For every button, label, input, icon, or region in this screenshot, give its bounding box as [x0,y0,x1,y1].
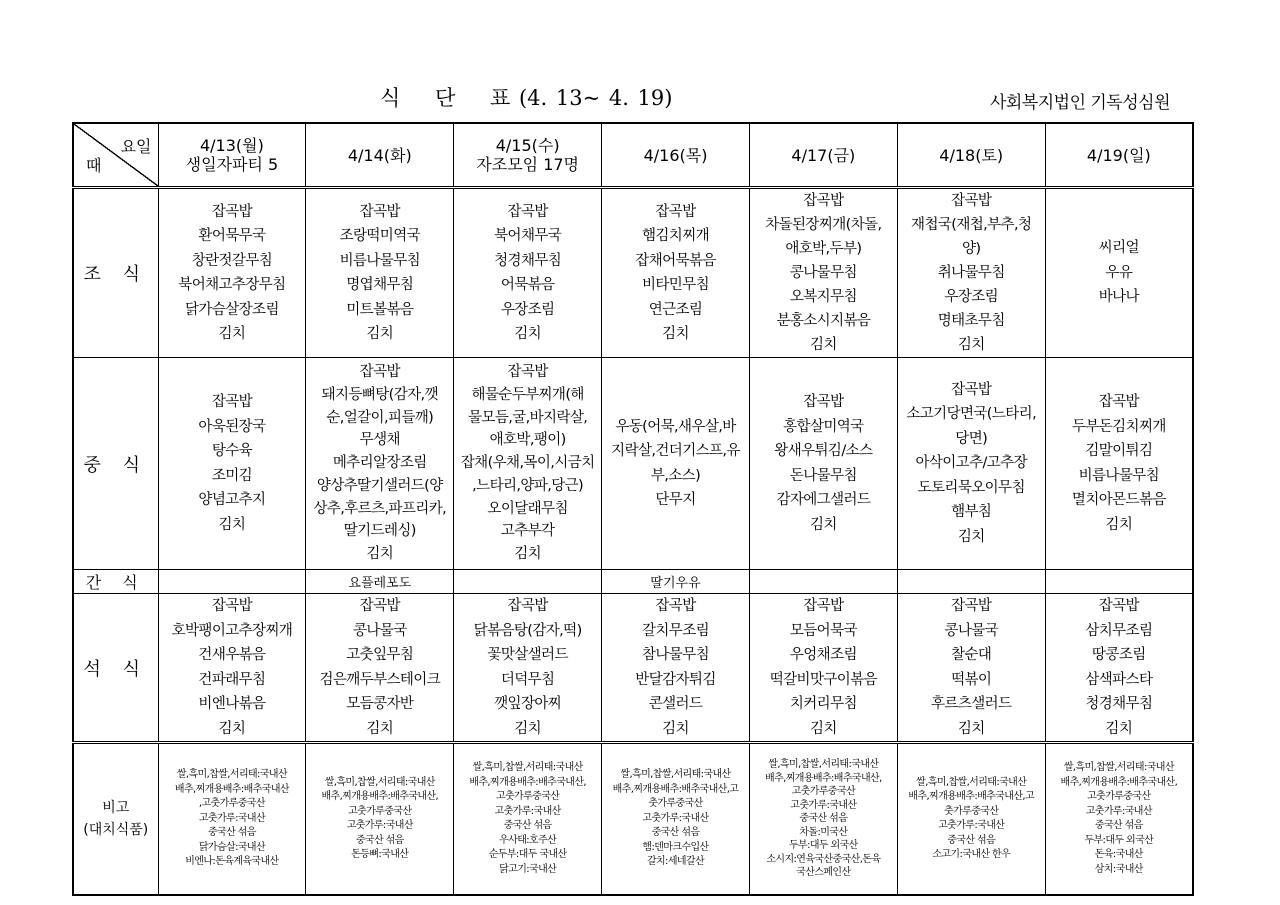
menu-line: 잡곡밥 [803,394,844,410]
menu-line: 아욱된장국 [198,418,266,435]
menu-line: 쌀,흑미,찹쌀,서리태:국내산 [620,769,731,781]
menu-line: 배추,찌개용배추:배추국내산, [321,791,439,802]
menu-line: 닭고기:국내산 [499,863,557,875]
title-date-range: (4. 13~ 4. 19) [518,86,673,110]
menu-line: 콩나물국 [352,622,407,639]
menu-line: 떡볶이 [951,671,992,688]
menu-line: 환어묵무국 [198,228,266,244]
meal-label-breakfast: 조 식 [73,188,158,358]
notes-cell [1045,743,1193,896]
header-row [73,123,1193,188]
corner-day-label: 요일 [120,137,152,156]
menu-line: 참나물무침 [641,647,710,663]
breakfast-cell [158,188,306,358]
breakfast-cell [749,188,897,358]
menu-line: 두부돈김치찌개 [1071,418,1166,435]
menu-line: 홍합살미역국 [783,418,864,435]
dinner-cell [454,594,602,743]
notes-label: 비고 [102,800,130,816]
menu-line: 잡곡밥 [803,193,844,209]
breakfast-row [73,188,1193,358]
menu-line: 쌀,흑미,찹쌀,서리태:국내산 [176,769,288,781]
menu-line: 고춧가루:국내산 [198,812,266,824]
dinner-cell [749,594,897,743]
menu-line: 물모듬,굴,바지락살, [468,409,588,426]
menu-line: 쌀,흑미,찹쌀,서리태:국내산 [1063,762,1174,773]
day-event: 자조모임 17명 [476,155,580,174]
menu-line: 김치 [366,546,394,563]
menu-line: 삼색파스타 [1085,671,1153,688]
menu-line: 중국산 섞음 [651,827,700,839]
menu-line: 김치 [957,720,985,737]
menu-line: 중국산 섞음 [503,820,552,831]
menu-line: 콩나물국 [944,622,999,639]
menu-line: 잡곡밥 [655,598,696,614]
lunch-cell [158,358,306,570]
menu-line: 차돌:미국산 [799,826,848,838]
menu-line: 조미김 [211,467,253,484]
dinner-cell [897,594,1045,743]
menu-line: 바나나 [1098,289,1139,306]
menu-line: ,고춧가루중국산 [198,798,265,810]
menu-line: 잡곡밥 [507,363,548,380]
menu-line: 김치 [514,326,542,342]
menu-line: 지락살,건더기스프,유 [611,443,740,459]
menu-line: 중국산 섞음 [947,834,996,846]
menu-line: 깻잎장아찌 [494,696,562,712]
menu-line: 중국산 섞음 [207,827,256,839]
menu-line: 고춧가루중국산 [1087,791,1151,802]
day-header [749,123,897,188]
lunch-cell [454,358,602,570]
menu-line: ,느타리,양파,당근) [472,477,584,494]
day-date: 4/13(월) [199,136,264,155]
menu-line: 햄부침 [951,504,992,521]
day-date: 4/19(일) [1086,145,1151,165]
snack-cell [454,570,602,594]
menu-line: 돈등뼈:국내산 [351,849,409,860]
menu-line: 김치 [366,326,394,342]
day-date: 4/16(목) [643,145,708,165]
menu-line: 고춧가루:국내산 [494,805,561,817]
snack-cell [1045,570,1193,594]
menu-line: 햄김치찌개 [641,228,710,244]
day-header [158,123,306,188]
menu-line: 잡곡밥 [951,598,992,614]
lunch-cell [897,358,1045,570]
menu-line: 비름나물무침 [339,252,421,269]
menu-line: 건새우볶음 [198,647,266,663]
dinner-cell [158,594,306,743]
menu-line: 배추,찌개용배추:배추국내산, [1060,776,1178,788]
menu-line: 콩나물무침 [789,265,857,281]
menu-line: 잡곡밥 [359,363,400,380]
breakfast-cell [306,188,454,358]
menu-line: 콘샐러드 [648,696,703,712]
menu-line: 우유 [1105,264,1133,281]
menu-line: 비타민무침 [641,277,710,293]
menu-line: 햄:덴마크수입산 [642,841,709,853]
notes-cell [897,743,1045,896]
menu-line: 잡곡밥 [211,598,253,614]
menu-line: 아삭이고추/고추장 [915,455,1027,472]
menu-line: 닭가슴살장조림 [185,301,279,318]
menu-line: 우장조림 [944,289,999,305]
day-date: 4/14(화) [347,145,412,165]
menu-line: 돈육:국내산 [1094,849,1143,860]
day-date: 4/17(금) [791,145,856,165]
menu-line: 잡채어묵볶음 [635,252,716,269]
day-header [897,123,1045,188]
title-main: 식 단 표 [380,86,511,110]
menu-line: 고춧가루중국산 [348,805,412,817]
meal-label-notes [73,743,158,896]
lunch-cell [306,358,454,570]
notes-cell [749,743,897,896]
menu-line: 딸기드레싱) [343,523,416,540]
menu-line: 청경채무침 [494,252,562,269]
menu-line: 잡곡밥 [507,203,548,220]
menu-line: 무생채 [359,432,400,449]
breakfast-cell [897,188,1045,358]
organization-name: 사회복지법인 기독성심원 [989,93,1170,113]
menu-line: 창란젓갈무침 [191,252,273,269]
menu-line: 배추,찌개용배추:배추국내산,고 [612,783,739,795]
menu-line: 우동(어묵,새우살,바 [615,418,736,435]
menu-line: 고춧가루:국내산 [938,820,1005,831]
menu-line: 재첩국(재첩,부추,청 [911,217,1032,233]
menu-line: 더덕무침 [500,671,555,688]
menu-line: 씨리얼 [1098,240,1139,257]
menu-line: 오이달래무침 [487,500,568,517]
menu-line: 왕새우튀김/소스 [774,443,873,459]
menu-line: 비엔나볶음 [198,696,266,712]
menu-line: 조랑떡미역국 [339,228,421,244]
menu-line: 쌀,흑미,찹쌀,서리태:국내산 [916,776,1027,788]
day-header [454,123,602,188]
menu-line: 고춧잎무침 [346,647,414,663]
lunch-cell [749,358,897,570]
menu-line: 양상추딸기샐러드(양 [316,477,443,494]
menu-line: 꽃맛살샐러드 [487,647,568,663]
menu-line: 건파래무침 [198,671,266,688]
menu-line: 명엽채무침 [346,277,414,293]
menu-line: 잡곡밥 [359,598,400,614]
menu-line: 잡곡밥 [951,193,992,209]
menu-line: 잡채(우채,목이,시금치 [460,455,595,472]
notes-sublabel: (대치식품) [83,822,149,838]
menu-line: 고추부각 [500,523,555,540]
day-header [306,123,454,188]
menu-line: 취나물무침 [937,265,1005,281]
menu-line: 찰순대 [951,647,992,663]
day-event: 생일자파티 5 [185,155,279,174]
menu-line: 소시지:연육국산중국산,돈육 [766,853,881,865]
menu-line: 김치 [662,720,689,737]
menu-line: 소고기당면국(느타리, [906,406,1037,423]
menu-line: 국산스페인산 [796,867,851,879]
menu-line: 떡갈비맛구이볶음 [769,671,877,688]
menu-line: 반달감자튀김 [635,671,716,688]
menu-line: 김치 [514,546,542,563]
menu-line: 고춧가루중국산 [791,786,856,798]
notes-cell [602,743,750,896]
meal-label-lunch: 중 식 [73,358,158,570]
menu-line: 명태초무침 [937,313,1005,329]
menu-line: 쌀,흑미,찹쌀,서리태:국내산 [324,776,435,788]
weekly-menu-table [72,122,1194,896]
menu-line: 고춧가루중국산 [495,791,560,802]
menu-line: 중국산 섞음 [1094,820,1143,831]
menu-line: 춧가루중국산 [648,798,703,810]
menu-line: 쌀,흑미,찹쌀,서리태:국내산 [472,762,583,773]
notes-cell [158,743,306,896]
menu-line: 모듬콩자반 [346,696,414,712]
menu-line: 중국산 섞음 [799,813,848,825]
menu-line: 배추,찌개용배추:배추국내산, [765,772,882,784]
menu-line: 배추,찌개용배추:배추국내산,고 [908,791,1035,802]
menu-line: 잡곡밥 [1098,598,1139,614]
menu-line: 치커리무침 [789,696,857,712]
day-date: 4/15(수) [495,136,560,155]
notes-cell [306,743,454,896]
menu-line: 순두부:대두 국내산 [488,849,567,860]
menu-line: 잡곡밥 [655,203,696,220]
menu-line: 호박팽이고추장찌개 [171,622,293,639]
menu-line: 춧가루중국산 [944,805,999,817]
menu-line: 고춧가루:국내산 [346,820,413,831]
menu-line: 잡곡밥 [359,203,400,220]
menu-line: 땅콩조림 [1092,647,1146,663]
menu-line: 차돌된장찌개(차돌, [765,217,882,233]
menu-line: 돈나물무침 [789,467,857,484]
lunch-row [73,358,1193,570]
corner-cell [73,123,158,188]
meal-label-snack: 간 식 [73,570,158,594]
menu-line: 순,얼갈이,피들깨) [326,409,434,426]
menu-line: 잡곡밥 [803,598,844,614]
menu-line: 비엔나:돈육계육국내산 [185,856,279,868]
menu-line: 연근조림 [648,301,703,318]
menu-line: 김치 [809,720,837,737]
page-title [380,82,900,112]
menu-line: 우사태:호주산 [499,834,557,846]
menu-line: 우엉채조림 [789,647,857,663]
menu-line: 잡곡밥 [211,203,253,220]
menu-line: 고춧가루:국내산 [790,799,857,811]
notes-row [73,743,1193,896]
lunch-cell [1045,358,1193,570]
menu-line: 당면) [955,430,988,447]
menu-line: 잡곡밥 [1098,394,1139,410]
menu-line: 두부:대두 외국산 [788,840,858,852]
menu-line: 김치 [218,326,246,342]
menu-line: 비름나물무침 [1078,467,1160,484]
menu-line: 김치 [366,720,394,737]
dinner-cell [1045,594,1193,743]
menu-line: 삼치:국내산 [1094,863,1143,875]
menu-line: 두부:대두 외국산 [1084,834,1154,846]
menu-line: 잡곡밥 [211,394,253,410]
menu-line: 김치 [514,720,542,737]
day-date: 4/18(토) [939,145,1004,165]
corner-meal-label: 때 [86,156,102,175]
menu-line: 애호박,두부) [785,241,862,257]
menu-line: 어묵볶음 [500,277,555,293]
menu-line: 상추,후르츠,파프리카, [313,500,447,517]
menu-line: 배추,찌개용배추:배추국내산, [469,776,586,788]
menu-line: 후르츠샐러드 [931,696,1012,712]
dinner-cell [306,594,454,743]
menu-line: 김치 [957,528,985,545]
menu-line: 김치 [218,720,246,737]
menu-line: 잡곡밥 [951,381,992,398]
snack-cell [749,570,897,594]
dinner-row [73,594,1193,743]
menu-line: 감자에그샐러드 [776,492,871,508]
menu-line: 청경채무침 [1085,696,1153,712]
menu-line: 북어채고추장무침 [178,277,286,293]
menu-line: 김치 [1105,720,1133,737]
day-header [1045,123,1193,188]
breakfast-cell [1045,188,1193,358]
menu-line: 돼지등뼈탕(감자,깻 [321,386,438,403]
menu-line: 북어채무국 [494,228,562,244]
menu-line: 애호박,팽이) [489,432,566,449]
menu-line: 메추리알장조림 [332,455,427,472]
menu-line: 중국산 섞음 [355,834,404,846]
menu-line: 고춧가루:국내산 [642,812,709,824]
menu-line: 배추,찌개용배추:배추국내산 [174,783,289,795]
menu-line: 고춧가루:국내산 [1085,805,1152,817]
menu-line: 김치 [809,337,837,353]
lunch-cell [602,358,750,570]
menu-line: 삼치무조림 [1085,622,1153,639]
menu-line: 갈치무조림 [641,622,710,639]
menu-line: 김치 [809,516,837,533]
menu-line: 갈치:세네갈산 [646,856,705,868]
breakfast-cell [454,188,602,358]
menu-line: 분홍소시지볶음 [776,313,871,329]
menu-line: 닭볶음탕(감자,떡) [473,622,582,639]
menu-line: 양) [961,241,981,257]
snack-cell: 요플레포도 [306,570,454,594]
snack-cell [897,570,1045,594]
menu-line: 잡곡밥 [507,598,548,614]
dinner-cell [602,594,750,743]
menu-line: 김말이튀김 [1085,443,1153,459]
menu-line: 우장조림 [500,301,555,318]
menu-line: 부,소스) [650,467,701,484]
menu-line: 멸치아몬드볶음 [1071,492,1166,508]
notes-cell [454,743,602,896]
menu-line: 도토리묵오이무침 [917,479,1025,496]
menu-line: 모듬어묵국 [789,622,857,639]
menu-line: 닭가슴살:국내산 [198,841,266,853]
menu-line: 해물순두부찌개(해 [471,386,584,403]
menu-line: 탕수육 [211,443,253,459]
menu-line: 오복지무침 [789,289,857,305]
day-header [602,123,750,188]
menu-line: 미트볼볶음 [346,301,414,318]
menu-line: 쌀,흑미,찹쌀,서리태:국내산 [768,759,879,771]
breakfast-cell [602,188,750,358]
snack-cell [158,570,306,594]
meal-label-dinner: 석 식 [73,594,158,743]
snack-cell: 딸기우유 [602,570,750,594]
menu-line: 김치 [662,326,689,342]
menu-line: 양념고추지 [198,492,266,508]
menu-line: 김치 [957,337,985,353]
menu-line: 단무지 [655,492,696,508]
menu-line: 검은깨두부스테이크 [319,671,441,688]
menu-line: 김치 [218,516,246,533]
menu-line: 김치 [1105,516,1133,533]
menu-line: 소고기:국내산 한우 [932,849,1011,860]
snack-row [73,570,1193,594]
